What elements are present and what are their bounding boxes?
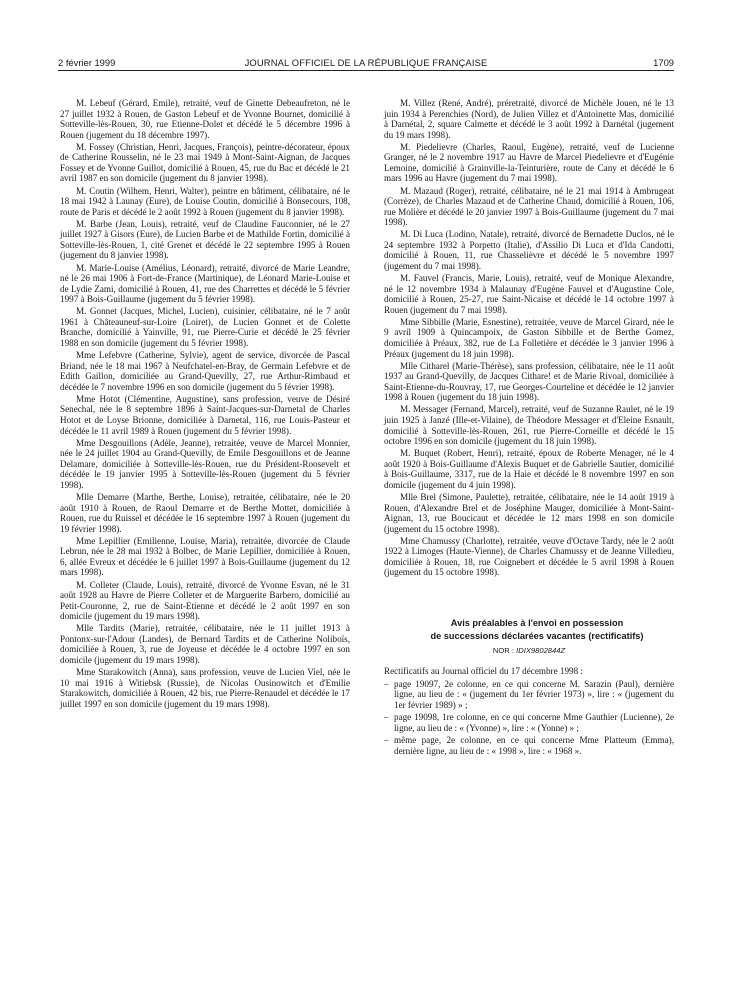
- avis-section: [384, 618, 674, 757]
- notice-paragraph: Mlle Citharel (Marie-Thérèse), sans profession, célibataire, née le 11 août 1937 au Grand-Quevilly, de Jacques Cithare! et de Marie Rivoal, domiciliée à Saint-Etienne-du-Rouvray, 17, rue Georges-Courteline et décédée le 12 janvier 1998 à Rouen (jugement du 18 juin 1998).: [384, 360, 674, 403]
- notice-paragraph: M. Colleter (Claude, Louis), retraité, divorcé de Yvonne Esvan, né le 31 août 1928 au Havre de Pierre Colleter et de Marguerite Barbero, domicilié au Petit-Couronne, 2, rue de Saint-Etienne et décédé le 2 août 1997 en son domicile (jugement du 19 mars 1998).: [60, 579, 350, 622]
- rectificatifs-list: [384, 679, 674, 757]
- notice-paragraph: M. Fauvel (Francis, Marie, Louis), retraité, veuf de Monique Alexandre, né le 12 novembre 1934 à Malaunay d'Eugène Fauvel et d'Augustine Cole, domicilié à Rouen, 25-27, rue Saint-Nicaise et décédé le 14 octobre 1997 à Rouen (jugement du 7 mai 1998).: [384, 273, 674, 315]
- avis-title-line-1: Avis préalables à l'envoi en possession: [450, 618, 624, 628]
- notice-paragraph: M. Barbe (Jean, Louis), retraité, veuf de Claudine Fauconnier, né le 27 juillet 1927 à Gisors (Eure), de Lucien Barbe et de Mathilde Fortin, domicilié à Sotteville-lès-Rouen, 1, cité Grenet et décédé le 22 septembre 1995 à Rouen (jugement du 8 janvier 1998).: [60, 218, 350, 261]
- header-rule: [58, 70, 674, 71]
- notice-paragraph: Mme Lefebvre (Catherine, Sylvie), agent de service, divorcée de Pascal Briand, née le 18 mai 1967 à Neufchatel-en-Bray, de Germain Lefebvre et de Edith Gaillon, domiciliée au Grand-Quevilly, 27, rue Arthur-Rimbaud et décédée le 7 novembre 1996 en son domicile (jugement du 5 février 1998).: [60, 350, 350, 392]
- notice-paragraph: Mme Hotot (Clémentine, Augustine), sans profession, veuve de Désiré Senechal, née le 8 septembre 1896 à Saint-Jacques-sur-Darnetal de Charles Hotot et de Loyse Brionne, domiciliée à Darnetal, 116, rue Louis-Pasteur et décédée le 11 avril 1989 à Rouen (jugement du 5 février 1998).: [60, 393, 350, 436]
- notice-paragraph: M. Mazaud (Roger), retraité, célibataire, né le 21 mai 1914 à Ambrugeat (Corrèze), de Charles Mazaud et de Catherine Chaud, domicilié à Rouen, 106, rue Molière et décédé le 20 janvier 1997 à Bois-Guillaume (jugement du 7 mai 1998).: [384, 185, 674, 228]
- nor-label: NOR :: [492, 645, 514, 655]
- notice-paragraph: Mlle Tardits (Marie), retraitée, célibataire, née le 11 juillet 1913 à Pontonx-sur-l'Adour (Landes), de Bernard Tardits et de Catherine Noliboïs, domiciliée à Rouen, 3, rue de Joyeuse et décédée le 4 octobre 1997 en son domicile (jugement du 19 mars 1998).: [60, 623, 350, 666]
- notice-paragraph: M. Buquet (Robert, Henri), retraité, époux de Roberte Menager, né le 4 août 1920 à Bois-Guillaume d'Alexis Buquet et de Gabrielle Sautier, domicilié à Bois-Guillaume, 3317, rue de la Haie et décédé le 8 novembre 1997 en son domicile (jugement du 4 juin 1998).: [384, 448, 674, 490]
- right-column: [384, 98, 674, 759]
- journal-title: JOURNAL OFFICIEL DE LA RÉPUBLIQUE FRANÇAISE: [244, 57, 488, 68]
- rectificatif-item: – même page, 2e colonne, en ce qui concerne Mme Platteum (Emma), dernière ligne, au lieu de : « 1998 », lire : « 1968 ».: [384, 735, 674, 756]
- notice-paragraph: M. Di Luca (Lodino, Natale), retraité, divorcé de Bernadette Duclos, né le 24 septembre 1932 à Porpetto (Italie), d'Assilio Di Luca et d'Ida Candotti, domicilié à Rouen, 11, rue Chasselièvre et décédé le 5 novembre 1997 (jugement du 7 mai 1998).: [384, 229, 674, 271]
- notice-paragraph: M. Fossey (Christian, Henri, Jacques, François), peintre-décorateur, époux de Catherine Rousselin, né le 23 mai 1949 à Mont-Saint-Aignan, de Jacques Fossey et de Yvonne Guillot, domicilié à Rouen, 45, rue du Bac et décédé le 21 avril 1987 en son domicile (jugement du 8 janvier 1998).: [60, 141, 350, 184]
- notice-paragraph: M. Messager (Fernand, Marcel), retraité, veuf de Suzanne Raulet, né le 19 juin 1925 à Janzé (Ille-et-Vilaine), de Théodore Messager et d'Eleine Esnault, domicilié à Sotteville-lès-Rouen, 261, rue Pierre-Corneille et décédé le 15 octobre 1996 en son domicile (jugement du 18 juin 1998).: [384, 404, 674, 447]
- notice-paragraph: M. Piedelievre (Charles, Raoul, Eugène), retraité, veuf de Lucienne Granger, né le 2 novembre 1917 au Havre de Marcel Piedelievre et d'Eugénie Lemoine, domicilié à Grainville-la-Teinturière, route de Cany et décédé le 6 mars 1996 au Havre (jugement du 7 mai 1998).: [384, 141, 674, 184]
- notice-paragraph: Mme Starakowitch (Anna), sans profession, veuve de Lucien Viel, née le 10 mai 1916 à Witiebsk (Russie), de Nicolas Ousinowitch et d'Emilie Starakowitch, domiciliée à Rouen, 42 bis, rue Pierre-Renaudel et décédée le 17 juillet 1997 en son domicile (jugement du 19 mars 1998).: [60, 667, 350, 709]
- notice-paragraph: M. Coutin (Wilhem, Henri, Walter), peintre en bâtiment, célibataire, né le 18 mai 1942 à Launay (Eure), de Louise Coutin, domicilié à Bonsecours, 108, route de Paris et décédé le 2 août 1992 à Rouen (jugement du 8 janvier 1998).: [60, 185, 350, 217]
- rectificatifs-intro: Rectificatifs au Journal officiel du 17 décembre 1998 :: [384, 666, 583, 677]
- notice-paragraph: Mme Desgouillons (Adèle, Jeanne), retraitée, veuve de Marcel Monnier, née le 24 juillet 1904 au Grand-Quevilly, de Emile Desgouillons et de Jeanne Delamare, domiciliée à Sotteville-lès-Rouen, rue du Président-Roosevelt et décédée le 19 janvier 1995 à Sotteville-lès-Rouen (jugement du 5 février 1998).: [60, 437, 350, 490]
- notice-paragraph: Mme Sibbille (Marie, Esnestine), retraitée, veuve de Marcel Girard, née le 9 avril 1909 à Quincampoix, de Gaston Sibbille et de Berthe Gomez, domiciliée à Préaux, 382, rue de La Folletière et décédée le 3 janvier 1996 à Préaux (jugement du 18 juin 1998).: [384, 316, 674, 359]
- notice-paragraph: Mlle Brel (Simone, Paulette), retraitée, célibataire, née le 14 août 1919 à Rouen, d'Alexandre Brel et de Joséphine Mauger, domiciliée à Mont-Saint-Aignan, 13, rue Boucicaut et décédée le 12 mars 1998 en son domicile (jugement du 15 octobre 1998).: [384, 492, 674, 534]
- rectificatif-item: – page 19097, 2e colonne, en ce qui concerne M. Sarazin (Paul), dernière ligne, au lieu de : « (jugement du 1er février 1973) », lire : « (jugement du 1er février 1989) » ;: [384, 679, 674, 711]
- notice-paragraph: M. Marie-Louise (Amélius, Léonard), retraité, divorcé de Marie Leandre, né le 26 mai 1906 à Fort-de-France (Martinique), de Léonard Marie-Louise et de Lydie Zami, domicilié à Rouen, 41, rue des Charrettes et décédé le 5 février 1997 à Bois-Guillaume (jugement du 5 février 1998).: [60, 262, 350, 305]
- notice-paragraph: M. Gonnet (Jacques, Michel, Lucien), cuisinier, célibataire, né le 7 août 1961 à Châteauneuf-sur-Loire (Loiret), de Lucien Gonnet et de Colette Branche, domicilié à Yainville, 91, rue Pierre-Curie et décédé le 25 février 1988 en son domicile (jugement du 5 février 1998).: [60, 306, 350, 348]
- left-column: [60, 98, 350, 711]
- nor-reference: [384, 646, 674, 657]
- notice-paragraph: M. Lebeuf (Gérard, Emile), retraité, veuf de Ginette Debeaufreton, né le 27 juillet 1932 à Rouen, de Gaston Lebeuf et de Yvonne Bournet, domicilié à Sotteville-lès-Rouen, 30, rue Etienne-Dolet et décédé le 5 décembre 1996 à Rouen (jugement du 18 décembre 1997).: [60, 98, 350, 140]
- notice-paragraph: Mlle Demarre (Marthe, Berthe, Louise), retraitée, célibataire, née le 20 août 1910 à Rouen, de Raoul Demarre et de Berthe Mottet, domiciliée à Rouen, rue du Ruissel et décédée le 16 septembre 1997 à Rouen (jugement du 19 février 1998).: [60, 492, 350, 534]
- page-header: [58, 57, 674, 71]
- rectificatif-item: – page 19098, 1re colonne, en ce qui concerne Mme Gauthier (Lucienne), 2e ligne, au lieu de : « (Yvonne) », lire : « (Yonne) » ;: [384, 712, 674, 733]
- nor-code: IDIX9802844Z: [516, 645, 566, 655]
- header-date: 2 février 1999: [58, 57, 116, 68]
- avis-title-line-2: de successions déclarées vacantes (rectificatifs): [430, 630, 644, 641]
- notice-paragraph: Mme Chamussy (Charlotte), retraitée, veuve d'Octave Tardy, née le 2 août 1922 à Limoges (Haute-Vienne), de Charles Chamussy et de Jeanne Villedieu, domiciliée à Rouen, 18, rue Coignebert et décédée le 5 avril 1998 à Rouen (jugement du 15 octobre 1998).: [384, 535, 674, 578]
- notice-paragraph: Mme Lepillier (Emilienne, Louise, Maria), retraitée, divorcée de Claude Lebrun, née le 28 mai 1932 à Bolbec, de Marie Lepillier, domiciliée à Rouen, 6, allée Evreux et décédée le 6 juillet 1997 à Bois-Guillaume (jugement du 12 mars 1998).: [60, 535, 350, 578]
- notice-paragraph: M. Villez (René, André), préretraité, divorcé de Michèle Jouen, né le 13 juin 1934 à Perenchies (Nord), de Julien Villez et d'Antoinette Mas, domicilié à Darnétal, 2, square Calmette et décédé le 3 août 1992 à Darnétal (jugement du 19 mars 1998).: [384, 98, 674, 140]
- page-number: 1709: [653, 57, 674, 68]
